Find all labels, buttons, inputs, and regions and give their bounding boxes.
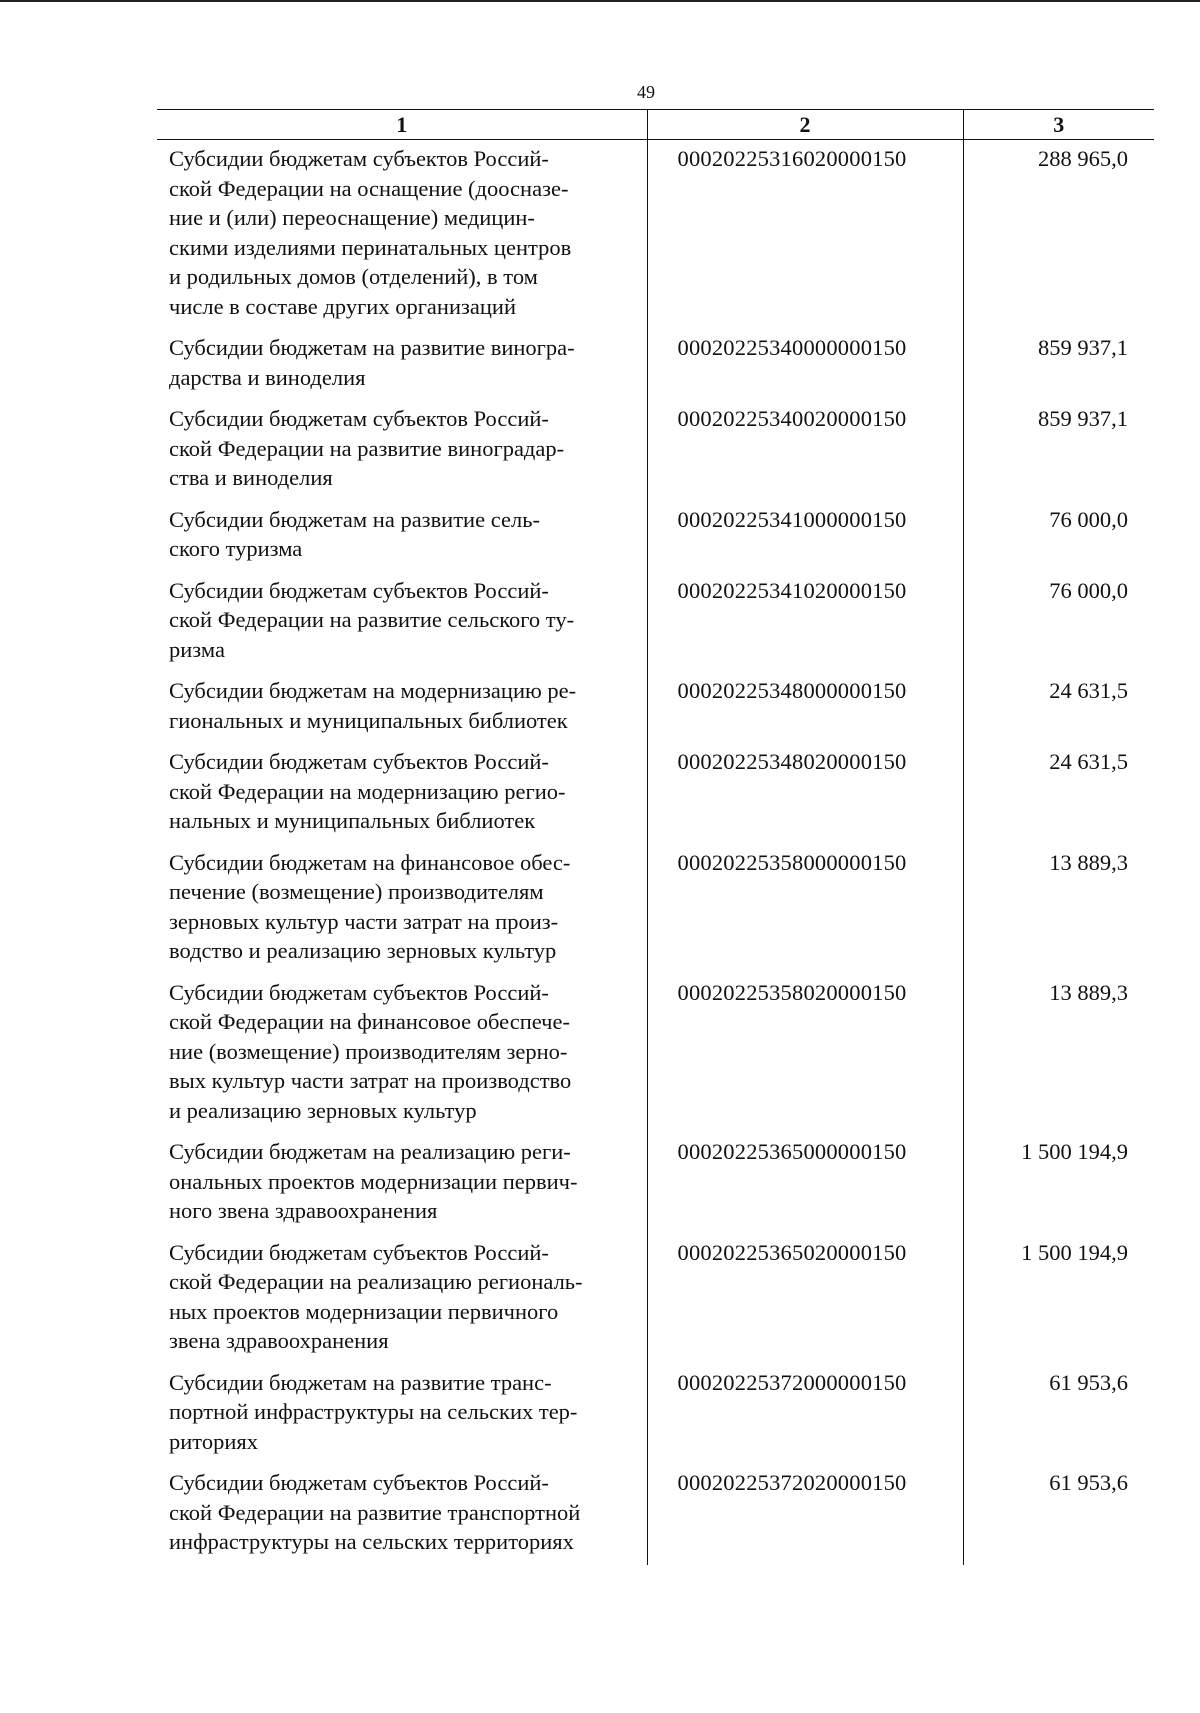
description-line: ние и (или) переоснащение) медицин- bbox=[169, 205, 535, 230]
description-line: ства и виноделия bbox=[169, 465, 333, 490]
row-description bbox=[157, 974, 647, 1134]
description-line: ской Федерации на оснащение (доосназе- bbox=[169, 175, 569, 201]
row-amount: 288 965,0 bbox=[963, 140, 1154, 330]
row-description bbox=[157, 1133, 647, 1234]
description-line: и реализацию зерновых культур bbox=[169, 1097, 477, 1123]
row-budget-code: 00020225340020000150 bbox=[647, 400, 963, 501]
row-description bbox=[157, 400, 647, 501]
description-line: портной инфраструктуры на сельских тер- bbox=[169, 1399, 578, 1424]
description-line: ние (возмещение) производителям зерно- bbox=[169, 1038, 568, 1064]
row-budget-code: 00020225358020000150 bbox=[647, 974, 963, 1134]
description-line: Субсидии бюджетам субъектов Россий- bbox=[169, 979, 549, 1005]
description-line: инфраструктуры на сельских территориях bbox=[169, 1529, 574, 1554]
header-row bbox=[157, 110, 1154, 140]
description-line: Субсидии бюджетам субъектов Россий- bbox=[169, 146, 549, 171]
description-line: Субсидии бюджетам на модернизацию ре- bbox=[169, 678, 577, 703]
description-line: Субсидии бюджетам на развитие виногра- bbox=[169, 335, 575, 360]
description-line: Субсидии бюджетам субъектов Россий- bbox=[169, 577, 549, 603]
row-budget-code: 00020225358000000150 bbox=[647, 844, 963, 974]
description-line: Субсидии бюджетам субъектов Россий- bbox=[169, 1470, 549, 1495]
row-amount: 61 953,6 bbox=[963, 1364, 1154, 1465]
description-line: числе в составе других организаций bbox=[169, 293, 517, 319]
table-row bbox=[157, 501, 1154, 572]
table-row bbox=[157, 329, 1154, 400]
row-description bbox=[157, 844, 647, 974]
table-row bbox=[157, 572, 1154, 673]
row-amount: 13 889,3 bbox=[963, 974, 1154, 1134]
description-line: ных проектов модернизации первичного bbox=[169, 1298, 559, 1324]
row-budget-code: 00020225341020000150 bbox=[647, 572, 963, 673]
description-line: нальных и муниципальных библиотек bbox=[169, 808, 536, 833]
description-line: и родильных домов (отделений), в том bbox=[169, 264, 538, 289]
description-line: Субсидии бюджетам на развитие сель- bbox=[169, 506, 540, 532]
row-budget-code: 00020225365020000150 bbox=[647, 1234, 963, 1364]
row-amount: 24 631,5 bbox=[963, 672, 1154, 743]
row-description bbox=[157, 1464, 647, 1565]
row-budget-code: 00020225348000000150 bbox=[647, 672, 963, 743]
description-line: печение (возмещение) производителям bbox=[169, 879, 544, 904]
table-row bbox=[157, 1364, 1154, 1465]
row-description bbox=[157, 140, 647, 330]
column-header-2: 2 bbox=[647, 110, 963, 140]
row-description bbox=[157, 329, 647, 400]
row-description bbox=[157, 501, 647, 572]
row-amount: 859 937,1 bbox=[963, 400, 1154, 501]
page-top-edge bbox=[0, 0, 1200, 2]
table-row bbox=[157, 844, 1154, 974]
row-amount: 1 500 194,9 bbox=[963, 1133, 1154, 1234]
description-line: ской Федерации на финансовое обеспече- bbox=[169, 1009, 570, 1034]
description-line: ской Федерации на развитие транспортной bbox=[169, 1499, 581, 1525]
table-row bbox=[157, 1234, 1154, 1364]
table-row bbox=[157, 400, 1154, 501]
row-budget-code: 00020225348020000150 bbox=[647, 743, 963, 844]
table-row bbox=[157, 1133, 1154, 1234]
description-line: Субсидии бюджетам субъектов Россий- bbox=[169, 749, 549, 774]
row-budget-code: 00020225341000000150 bbox=[647, 501, 963, 572]
row-amount: 1 500 194,9 bbox=[963, 1234, 1154, 1364]
budget-table bbox=[157, 109, 1154, 1565]
column-header-3: 3 bbox=[963, 110, 1154, 140]
row-description bbox=[157, 1234, 647, 1364]
row-amount: 76 000,0 bbox=[963, 572, 1154, 673]
description-line: риториях bbox=[169, 1428, 258, 1454]
description-line: ской Федерации на реализацию региональ- bbox=[169, 1269, 583, 1294]
table-row bbox=[157, 140, 1154, 330]
description-line: ской Федерации на модернизацию регио- bbox=[169, 778, 566, 804]
row-amount: 859 937,1 bbox=[963, 329, 1154, 400]
description-line: скими изделиями перинатальных центров bbox=[169, 234, 572, 260]
row-description bbox=[157, 1364, 647, 1465]
description-line: Субсидии бюджетам на финансовое обес- bbox=[169, 849, 571, 875]
description-line: дарства и виноделия bbox=[169, 364, 366, 390]
description-line: Субсидии бюджетам на развитие транс- bbox=[169, 1369, 552, 1395]
table-row bbox=[157, 743, 1154, 844]
row-description bbox=[157, 672, 647, 743]
row-budget-code: 00020225372020000150 bbox=[647, 1464, 963, 1565]
description-line: ональных проектов модернизации первич- bbox=[169, 1168, 578, 1194]
description-line: ного звена здравоохранения bbox=[169, 1198, 438, 1223]
row-amount: 61 953,6 bbox=[963, 1464, 1154, 1565]
column-header-1: 1 bbox=[157, 110, 647, 140]
table-header bbox=[157, 110, 1154, 140]
row-budget-code: 00020225340000000150 bbox=[647, 329, 963, 400]
row-amount: 13 889,3 bbox=[963, 844, 1154, 974]
table-row bbox=[157, 672, 1154, 743]
description-line: Субсидии бюджетам субъектов Россий- bbox=[169, 1239, 549, 1265]
description-line: вых культур части затрат на производство bbox=[169, 1068, 572, 1093]
description-line: ской Федерации на развитие виноградар- bbox=[169, 435, 565, 461]
description-line: звена здравоохранения bbox=[169, 1328, 389, 1353]
row-budget-code: 00020225365000000150 bbox=[647, 1133, 963, 1234]
description-line: ризма bbox=[169, 636, 225, 662]
description-line: Субсидии бюджетам субъектов Россий- bbox=[169, 406, 549, 431]
description-line: водство и реализацию зерновых культур bbox=[169, 938, 557, 963]
table-row bbox=[157, 974, 1154, 1134]
table-body bbox=[157, 140, 1154, 1565]
row-amount: 76 000,0 bbox=[963, 501, 1154, 572]
row-budget-code: 00020225372000000150 bbox=[647, 1364, 963, 1465]
description-line: ской Федерации на развитие сельского ту- bbox=[169, 607, 575, 632]
row-budget-code: 00020225316020000150 bbox=[647, 140, 963, 330]
page-number: 49 bbox=[637, 82, 655, 102]
description-line: зерновых культур части затрат на произ- bbox=[169, 908, 559, 934]
row-description bbox=[157, 572, 647, 673]
row-description bbox=[157, 743, 647, 844]
table-row bbox=[157, 1464, 1154, 1565]
description-line: Субсидии бюджетам на реализацию реги- bbox=[169, 1139, 571, 1164]
description-line: ского туризма bbox=[169, 536, 303, 561]
row-amount: 24 631,5 bbox=[963, 743, 1154, 844]
description-line: гиональных и муниципальных библиотек bbox=[169, 707, 568, 733]
